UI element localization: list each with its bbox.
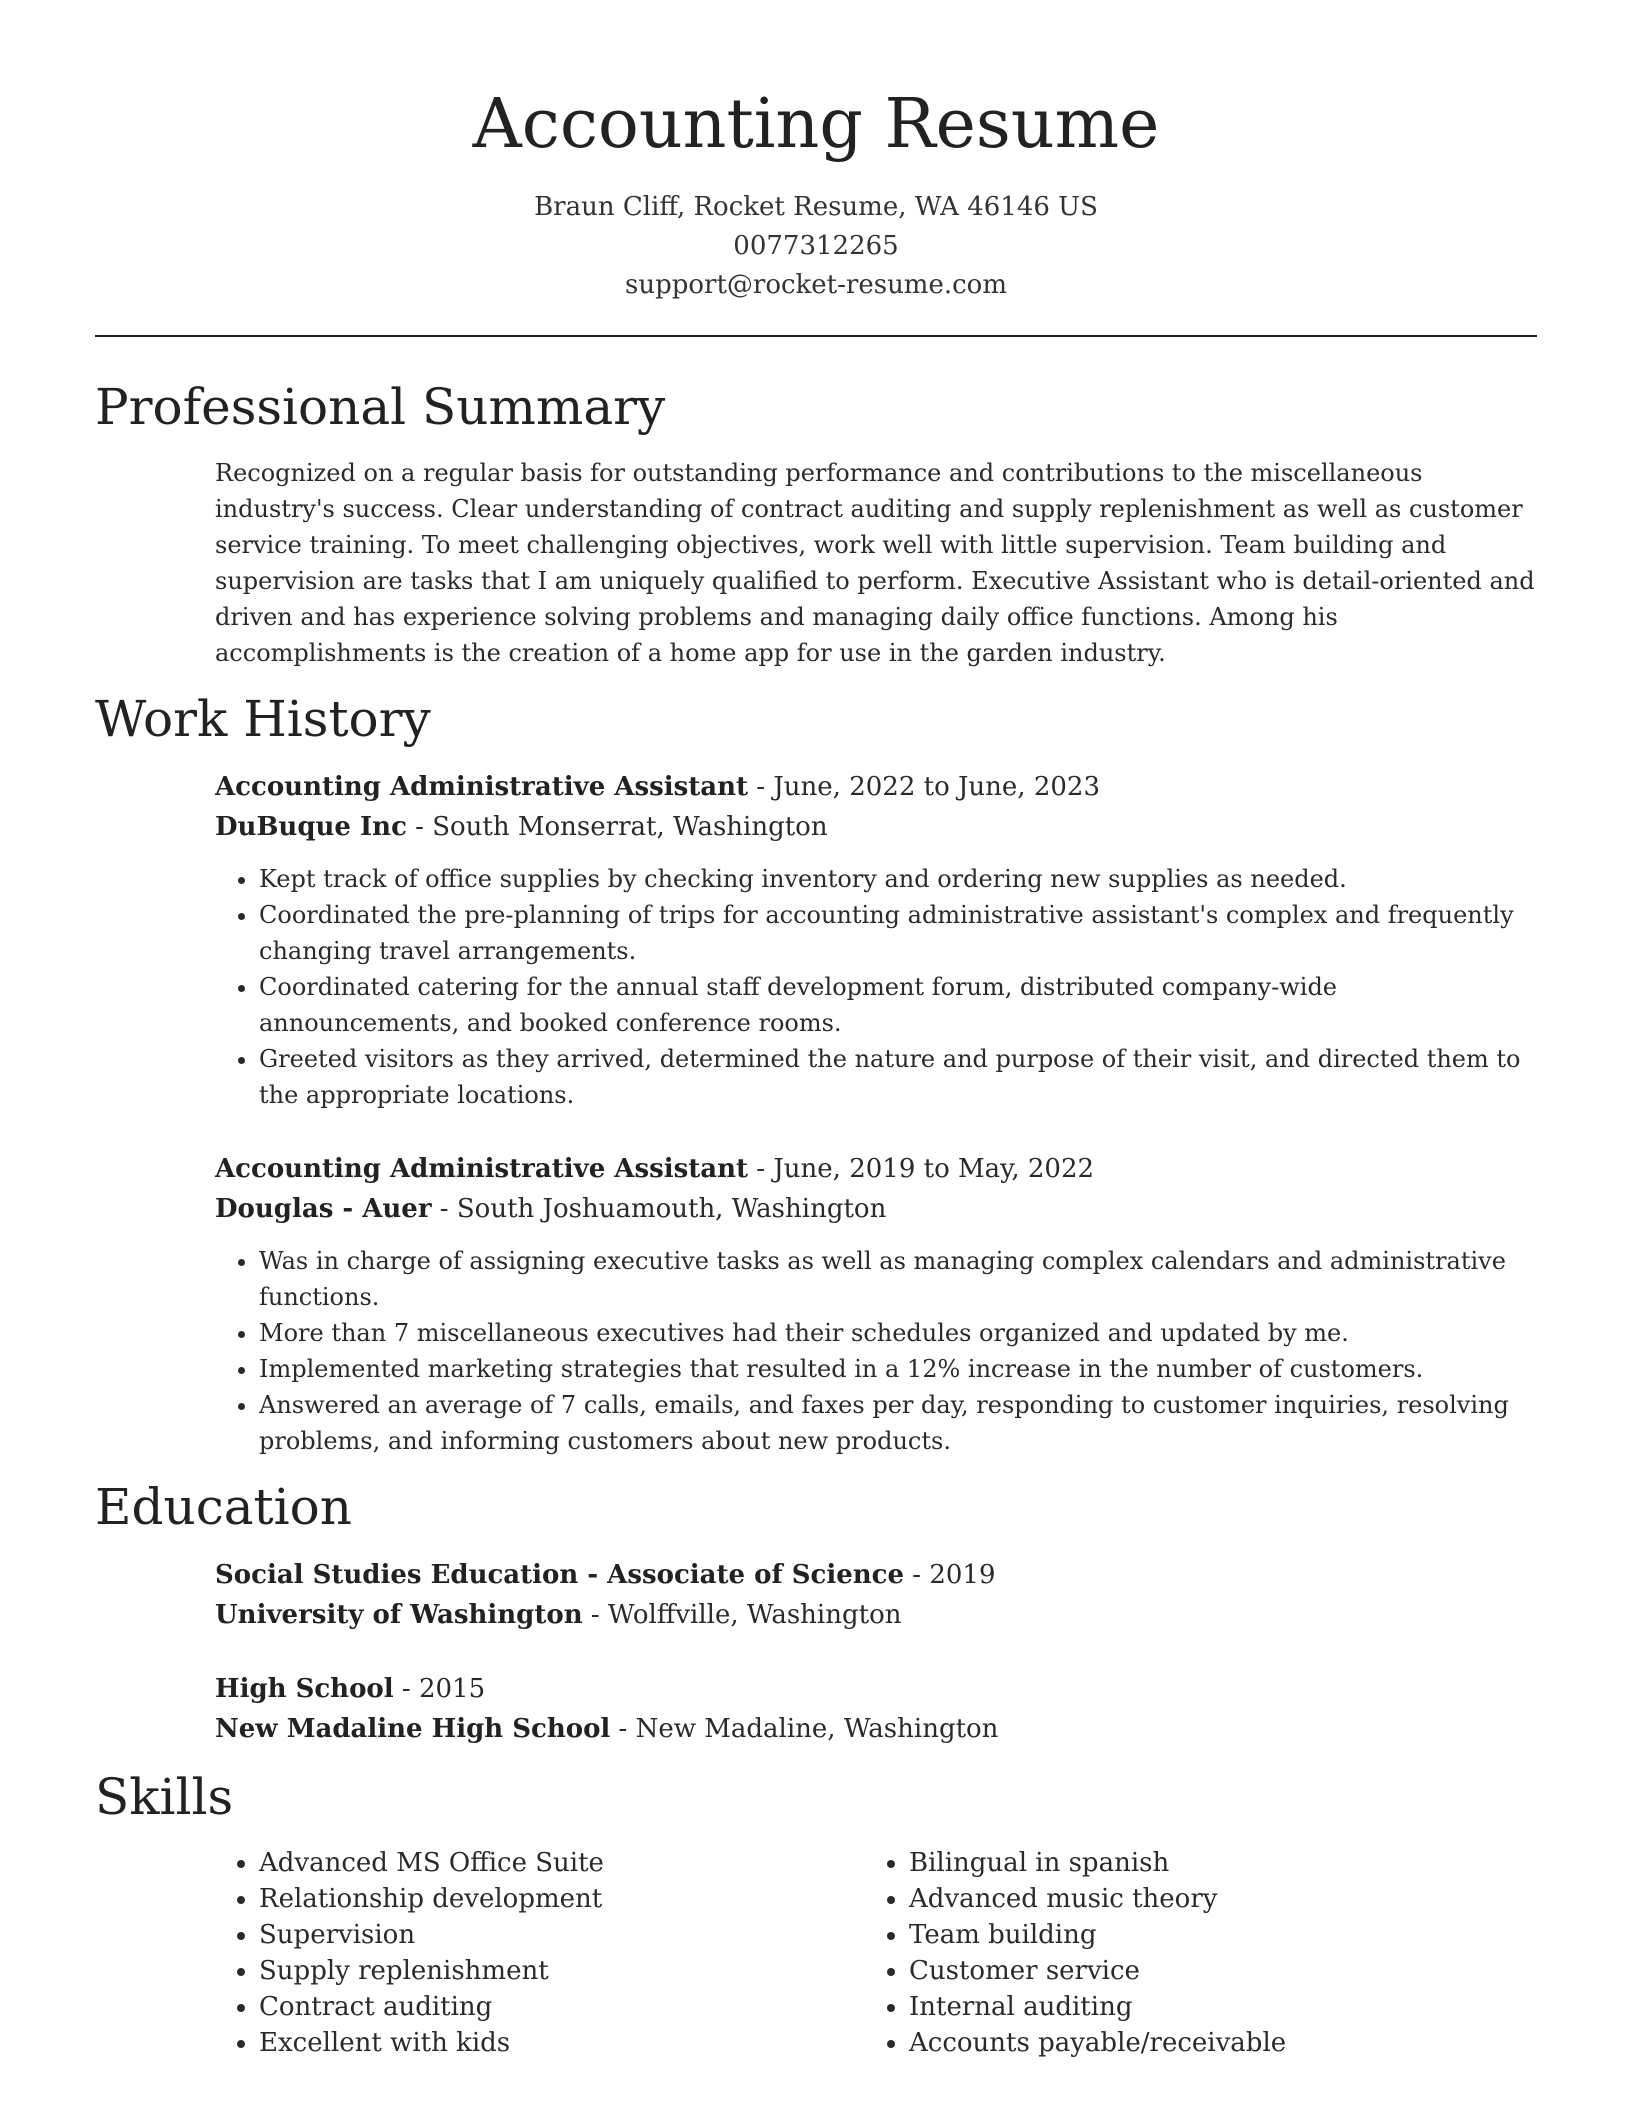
job-title-line <box>215 767 1537 807</box>
job-title-line <box>215 1149 1537 1189</box>
job-location: - South Monserrat, Washington <box>406 811 828 842</box>
job-bullets <box>215 1243 1537 1459</box>
summary-text: Recognized on a regular basis for outstanding performance and contributions to the miscellaneous industry's success. Clear understanding of contract auditing and supply replenishment as well as customer service training. To meet challenging objectives, work well with little supervision. Team building and supervision are tasks that I am uniquely qualified to perform. Executive Assistant who is detail-oriented and driven and has experience solving problems and managing daily office functions. Among his accomplishments is the creation of a home app for use in the garden industry. <box>215 458 1535 667</box>
job-bullet: • Coordinated catering for the annual staff development forum, distributed company-wide announcements, and booked conference rooms. <box>259 969 1537 1041</box>
job-title: Accounting Administrative Assistant <box>215 1153 749 1184</box>
skills-column-left <box>215 1845 865 2061</box>
job-dates: - June, 2022 to June, 2023 <box>748 771 1100 802</box>
skill-item: • Excellent with kids <box>259 2025 865 2061</box>
skills-heading: Skills <box>95 1767 234 1826</box>
work-history-body <box>95 767 1537 1459</box>
education-school: University of Washington <box>215 1599 583 1630</box>
section-skills <box>95 1767 1537 2061</box>
education-degree: Social Studies Education - Associate of Science <box>215 1559 905 1590</box>
education-degree: High School <box>215 1673 394 1704</box>
education-body <box>95 1555 1537 1749</box>
contact-block <box>95 188 1537 305</box>
job-bullets <box>215 861 1537 1113</box>
job-company: DuBuque Inc <box>215 811 407 842</box>
job-dates: - June, 2019 to May, 2022 <box>748 1153 1095 1184</box>
education-heading: Education <box>95 1477 352 1536</box>
education-year: - 2019 <box>904 1559 996 1590</box>
contact-address: Braun Cliff, Rocket Resume, WA 46146 US <box>534 191 1098 222</box>
education-degree-line <box>215 1669 1537 1709</box>
job-bullet: • Greeted visitors as they arrived, determined the nature and purpose of their visit, and directed them to the appropriate locations. <box>259 1041 1537 1113</box>
header-divider <box>95 335 1537 337</box>
education-school: New Madaline High School <box>215 1713 611 1744</box>
education-entry <box>215 1669 1537 1749</box>
skill-item: • Supervision <box>259 1917 865 1953</box>
job-bullet: • Kept track of office supplies by checking inventory and ordering new supplies as needed. <box>259 861 1537 897</box>
skill-item: • Relationship development <box>259 1881 865 1917</box>
work-history-heading: Work History <box>95 689 431 748</box>
job-bullet: • Coordinated the pre-planning of trips for accounting administrative assistant's complex and frequently changing travel arrangements. <box>259 897 1537 969</box>
skills-list-right <box>865 1845 1515 2061</box>
job-bullet: • Was in charge of assigning executive tasks as well as managing complex calendars and administrative functions. <box>259 1243 1537 1315</box>
education-school-line <box>215 1595 1537 1635</box>
section-education <box>95 1477 1537 1749</box>
summary-heading: Professional Summary <box>95 377 666 436</box>
job-entry <box>215 767 1537 1113</box>
job-location: - South Joshuamouth, Washington <box>431 1193 887 1224</box>
job-company-line <box>215 1189 1537 1229</box>
job-title: Accounting Administrative Assistant <box>215 771 749 802</box>
job-company-line <box>215 807 1537 847</box>
education-entry <box>215 1555 1537 1635</box>
skills-list-left <box>215 1845 865 2061</box>
section-summary <box>95 377 1537 671</box>
skill-item: • Internal auditing <box>909 1989 1515 2025</box>
resume-title: Accounting Resume <box>472 85 1160 164</box>
skill-item: • Advanced music theory <box>909 1881 1515 1917</box>
skills-body <box>95 1845 1537 2061</box>
education-location: - New Madaline, Washington <box>610 1713 999 1744</box>
skill-item: • Contract auditing <box>259 1989 865 2025</box>
skill-item: • Bilingual in spanish <box>909 1845 1515 1881</box>
job-company: Douglas - Auer <box>215 1193 432 1224</box>
skill-item: • Customer service <box>909 1953 1515 1989</box>
section-work-history <box>95 689 1537 1459</box>
education-year: - 2015 <box>393 1673 486 1704</box>
skill-item: • Supply replenishment <box>259 1953 865 1989</box>
job-bullet: • More than 7 miscellaneous executives had their schedules organized and updated by me. <box>259 1315 1537 1351</box>
education-location: - Wolffville, Washington <box>582 1599 902 1630</box>
skill-item: • Team building <box>909 1917 1515 1953</box>
education-school-line <box>215 1709 1537 1749</box>
education-degree-line <box>215 1555 1537 1595</box>
contact-email: support@rocket-resume.com <box>624 269 1007 300</box>
skill-item: • Accounts payable/receivable <box>909 2025 1515 2061</box>
summary-body <box>95 455 1537 671</box>
skill-item: • Advanced MS Office Suite <box>259 1845 865 1881</box>
resume-header <box>95 0 1537 305</box>
contact-phone: 0077312265 <box>733 230 899 261</box>
job-entry <box>215 1149 1537 1459</box>
skills-column-right <box>865 1845 1515 2061</box>
job-bullet: • Implemented marketing strategies that resulted in a 12% increase in the number of customers. <box>259 1351 1537 1387</box>
job-bullet: • Answered an average of 7 calls, emails, and faxes per day, responding to customer inquiries, resolving problems, and informing customers about new products. <box>259 1387 1537 1459</box>
